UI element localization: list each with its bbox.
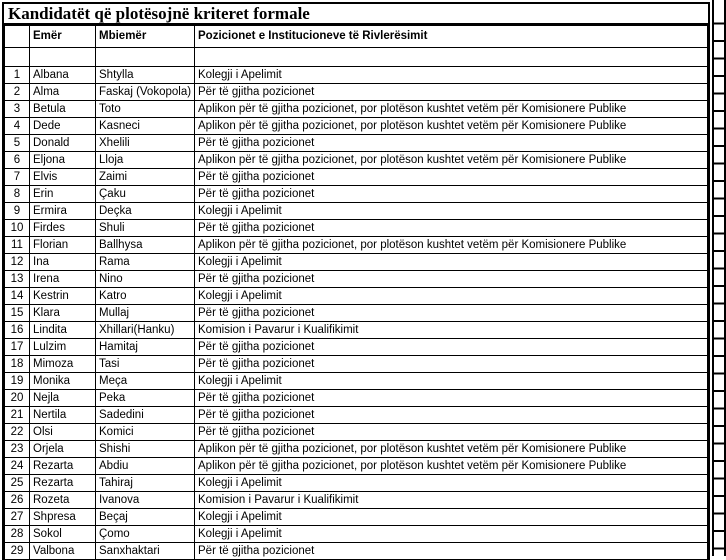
cell-first: Sokol (30, 526, 96, 543)
header-number (5, 26, 30, 48)
empty-cell (195, 48, 708, 67)
table-row (5, 305, 708, 322)
candidates-grid (4, 25, 708, 560)
cell-first: Monika (30, 373, 96, 390)
cell-position: Komision i Pavarur i Kualifikimit (195, 322, 708, 339)
cell-position: Për të gjitha pozicionet (195, 424, 708, 441)
empty-cell (30, 48, 96, 67)
header-first-name: Emër (30, 26, 96, 48)
cell-first: Dede (30, 118, 96, 135)
cell-n: 27 (5, 509, 30, 526)
cell-last: Tahiraj (96, 475, 195, 492)
empty-cell (96, 48, 195, 67)
cell-first: Ina (30, 254, 96, 271)
cell-first: Alma (30, 84, 96, 101)
cell-first: Klara (30, 305, 96, 322)
cell-n: 22 (5, 424, 30, 441)
table-row (5, 67, 708, 84)
cell-last: Çomo (96, 526, 195, 543)
empty-cell (5, 48, 30, 67)
table-row (5, 458, 708, 475)
table-row (5, 118, 708, 135)
header-row (5, 26, 708, 48)
cell-first: Orjela (30, 441, 96, 458)
cell-first: Eljona (30, 152, 96, 169)
cell-n: 25 (5, 475, 30, 492)
table-row (5, 101, 708, 118)
cell-first: Olsi (30, 424, 96, 441)
table-row (5, 526, 708, 543)
table-row (5, 84, 708, 101)
cell-first: Nejla (30, 390, 96, 407)
cell-last: Ballhysa (96, 237, 195, 254)
empty-row (5, 48, 708, 67)
cell-first: Rezarta (30, 458, 96, 475)
table-row (5, 220, 708, 237)
cell-last: Mullaj (96, 305, 195, 322)
cell-position: Për të gjitha pozicionet (195, 339, 708, 356)
table-body (5, 67, 708, 560)
cell-last: Toto (96, 101, 195, 118)
table-row (5, 509, 708, 526)
cell-first: Elvis (30, 169, 96, 186)
cell-n: 18 (5, 356, 30, 373)
cell-first: Rozeta (30, 492, 96, 509)
cell-first: Valbona (30, 543, 96, 560)
cell-last: Shishi (96, 441, 195, 458)
cell-last: Beçaj (96, 509, 195, 526)
table-row (5, 322, 708, 339)
cell-n: 21 (5, 407, 30, 424)
cell-position: Kolegji i Apelimit (195, 373, 708, 390)
cell-last: Zaimi (96, 169, 195, 186)
table-row (5, 475, 708, 492)
cell-position: Komision i Pavarur i Kualifikimit (195, 492, 708, 509)
cell-position: Për të gjitha pozicionet (195, 84, 708, 101)
cell-n: 13 (5, 271, 30, 288)
table-row (5, 237, 708, 254)
cell-last: Rama (96, 254, 195, 271)
cell-n: 10 (5, 220, 30, 237)
cell-position: Për të gjitha pozicionet (195, 135, 708, 152)
cell-position: Kolegji i Apelimit (195, 288, 708, 305)
adjacent-column-row-lines (714, 7, 724, 556)
cell-position: Aplikon për të gjitha pozicionet, por plotëson kushtet vetëm për Komisionere Publike (195, 441, 708, 458)
cell-position: Për të gjitha pozicionet (195, 407, 708, 424)
cell-position: Për të gjitha pozicionet (195, 356, 708, 373)
cell-last: Hamitaj (96, 339, 195, 356)
cell-first: Kestrin (30, 288, 96, 305)
cell-n: 29 (5, 543, 30, 560)
cell-n: 3 (5, 101, 30, 118)
cell-position: Për të gjitha pozicionet (195, 390, 708, 407)
cell-first: Betula (30, 101, 96, 118)
cell-position: Kolegji i Apelimit (195, 67, 708, 84)
cell-n: 28 (5, 526, 30, 543)
table-row (5, 169, 708, 186)
table-row (5, 390, 708, 407)
table-row (5, 373, 708, 390)
cell-n: 14 (5, 288, 30, 305)
cell-position: Aplikon për të gjitha pozicionet, por plotëson kushtet vetëm për Komisionere Publike (195, 237, 708, 254)
cell-position: Për të gjitha pozicionet (195, 543, 708, 560)
cell-last: Ivanova (96, 492, 195, 509)
cell-n: 12 (5, 254, 30, 271)
cell-position: Për të gjitha pozicionet (195, 305, 708, 322)
cell-last: Abdiu (96, 458, 195, 475)
table-row (5, 135, 708, 152)
cell-first: Rezarta (30, 475, 96, 492)
table-row (5, 424, 708, 441)
cell-first: Erin (30, 186, 96, 203)
cell-last: Tasi (96, 356, 195, 373)
cell-n: 6 (5, 152, 30, 169)
header-position: Pozicionet e Institucioneve të Rivlerësimit (195, 26, 708, 48)
table-row (5, 288, 708, 305)
cell-first: Albana (30, 67, 96, 84)
cell-n: 19 (5, 373, 30, 390)
table-row (5, 152, 708, 169)
cell-first: Firdes (30, 220, 96, 237)
cell-position: Aplikon për të gjitha pozicionet, por plotëson kushtet vetëm për Komisionere Publike (195, 118, 708, 135)
cell-position: Për të gjitha pozicionet (195, 186, 708, 203)
cell-last: Nino (96, 271, 195, 288)
cell-first: Mimoza (30, 356, 96, 373)
table-row (5, 271, 708, 288)
cell-position: Kolegji i Apelimit (195, 526, 708, 543)
cell-n: 20 (5, 390, 30, 407)
cell-position: Për të gjitha pozicionet (195, 220, 708, 237)
cell-last: Lloja (96, 152, 195, 169)
cell-n: 15 (5, 305, 30, 322)
cell-last: Çaku (96, 186, 195, 203)
cell-first: Shpresa (30, 509, 96, 526)
cell-n: 11 (5, 237, 30, 254)
cell-last: Sadedini (96, 407, 195, 424)
cell-position: Kolegji i Apelimit (195, 509, 708, 526)
cell-position: Për të gjitha pozicionet (195, 271, 708, 288)
cell-last: Komici (96, 424, 195, 441)
table-row (5, 543, 708, 560)
cell-last: Deçka (96, 203, 195, 220)
cell-n: 1 (5, 67, 30, 84)
cell-position: Për të gjitha pozicionet (195, 169, 708, 186)
cell-position: Aplikon për të gjitha pozicionet, por plotëson kushtet vetëm për Komisionere Publike (195, 101, 708, 118)
cell-last: Shuli (96, 220, 195, 237)
cell-last: Xhelili (96, 135, 195, 152)
cell-last: Sanxhaktari (96, 543, 195, 560)
cell-position: Kolegji i Apelimit (195, 203, 708, 220)
cell-first: Nertila (30, 407, 96, 424)
cell-n: 9 (5, 203, 30, 220)
candidates-table (2, 2, 710, 560)
table-row (5, 492, 708, 509)
cell-n: 5 (5, 135, 30, 152)
cell-n: 16 (5, 322, 30, 339)
cell-first: Florian (30, 237, 96, 254)
cell-n: 4 (5, 118, 30, 135)
adjacent-column-sliver (712, 0, 726, 556)
cell-n: 2 (5, 84, 30, 101)
table-row (5, 407, 708, 424)
table-row (5, 356, 708, 373)
cell-position: Kolegji i Apelimit (195, 475, 708, 492)
cell-last: Peka (96, 390, 195, 407)
cell-last: Shtylla (96, 67, 195, 84)
table-row (5, 441, 708, 458)
cell-position: Aplikon për të gjitha pozicionet, por plotëson kushtet vetëm për Komisionere Publike (195, 458, 708, 475)
table-row (5, 186, 708, 203)
table-row (5, 339, 708, 356)
page-title: Kandidatët që plotësojnë kriteret formale (4, 4, 708, 25)
cell-first: Irena (30, 271, 96, 288)
cell-first: Donald (30, 135, 96, 152)
cell-n: 7 (5, 169, 30, 186)
cell-position: Kolegji i Apelimit (195, 254, 708, 271)
cell-first: Ermira (30, 203, 96, 220)
cell-n: 17 (5, 339, 30, 356)
cell-last: Faskaj (Vokopola) (96, 84, 195, 101)
cell-position: Aplikon për të gjitha pozicionet, por plotëson kushtet vetëm për Komisionere Publike (195, 152, 708, 169)
cell-n: 26 (5, 492, 30, 509)
table-row (5, 203, 708, 220)
header-last-name: Mbiemër (96, 26, 195, 48)
cell-first: Lindita (30, 322, 96, 339)
cell-last: Kasneci (96, 118, 195, 135)
cell-first: Lulzim (30, 339, 96, 356)
cell-n: 24 (5, 458, 30, 475)
cell-n: 8 (5, 186, 30, 203)
cell-last: Katro (96, 288, 195, 305)
cell-last: Xhillari(Hanku) (96, 322, 195, 339)
cell-n: 23 (5, 441, 30, 458)
cell-last: Meça (96, 373, 195, 390)
table-row (5, 254, 708, 271)
